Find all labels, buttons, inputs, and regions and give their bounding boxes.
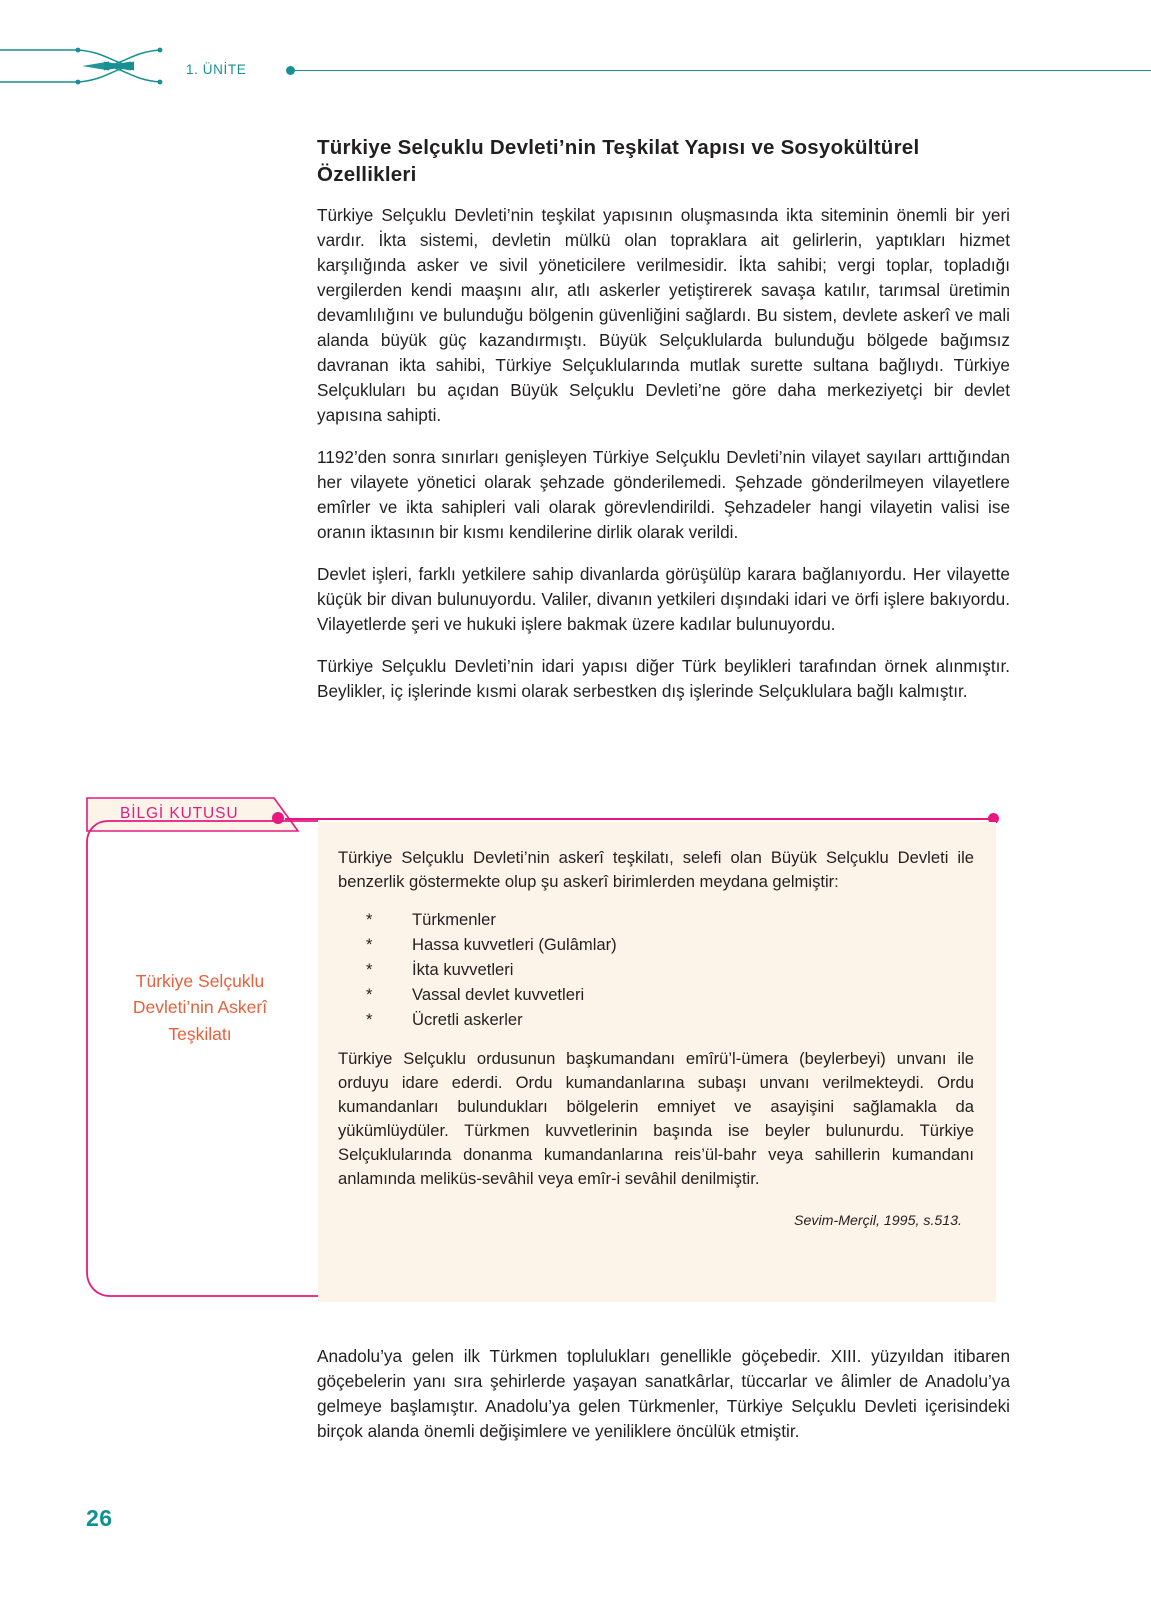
info-box-tab-dot-icon bbox=[272, 812, 284, 824]
bullet-marker-icon: * bbox=[366, 1009, 373, 1029]
page-header bbox=[0, 0, 1151, 110]
body-paragraph-3: Devlet işleri, farklı yetkilere sahip divanlarda görüşülüp karara bağlanıyordu. Her vilayette küçük bir divan bulunuyordu. Valiler, divanın yetkileri dışındaki idari ve örfi işlere bakıyordu. Vilayetlerde şeri ve hukuki işlere bakmak üzere kadılar bulunuyordu. bbox=[317, 563, 1010, 634]
body-paragraph-4: Türkiye Selçuklu Devleti’nin idari yapısı diğer Türk beylikleri tarafından örnek alınmıştır. Beylikler, iç işlerinde kısmi olarak serbestken dış işlerinde Selçuklulara bağlı kalmıştır. bbox=[317, 655, 1010, 701]
header-divider bbox=[294, 70, 1151, 71]
list-item bbox=[366, 983, 974, 1008]
list-item bbox=[366, 908, 974, 933]
bowtie-ribbon-icon bbox=[0, 36, 180, 101]
list-item-label: Hassa kuvvetleri (Gulâmlar) bbox=[412, 934, 617, 954]
main-content bbox=[317, 134, 1010, 704]
list-item bbox=[366, 958, 974, 983]
closing-paragraph: Anadolu’ya gelen ilk Türkmen toplulukları genellikle göçebedir. XIII. yüzyıldan itibaren göçebelerin yanı sıra şehirlerde yaşayan sanatkârlar, tüccarlar ve âlimler de Anadolu’ya gelmeye başlamıştır. Anadolu’ya gelen Türkmenler, Türkiye Selçuklu Devleti içerisindeki birçok alanda önemli değişimlere ve yeniliklere öncülük etmiştir. bbox=[317, 1346, 1010, 1442]
list-item-label: Türkmenler bbox=[412, 910, 496, 930]
bullet-marker-icon: * bbox=[366, 910, 373, 930]
body-paragraph-2: 1192’den sonra sınırları genişleyen Türkiye Selçuklu Devleti’nin vilayet sayıları arttığından her vilayete yönetici olarak şehzade gönderilemedi. Şehzade gönderilmeyen vilayetlere emîrler ve ikta sahipleri vali olarak görevlendirildi. Şehzadeler hangi vilayetin valisi ise oranın iktasının bir kısmı kendilerine dirlik olarak verildi. bbox=[317, 446, 1010, 542]
info-box-bracket bbox=[86, 820, 326, 1305]
list-item-label: Vassal devlet kuvvetleri bbox=[412, 984, 585, 1004]
info-box-bullet-list bbox=[338, 908, 974, 1032]
bullet-marker-icon: * bbox=[366, 984, 373, 1004]
closing-content bbox=[317, 1344, 1010, 1444]
info-box-body: Türkiye Selçuklu ordusunun başkumandanı emîrü’l-ümera (beylerbeyi) unvanı ile orduyu idare ederdi. Ordu kumandanlarına subaşı unvanı verilmekteydi. Ordu kumandanları bulundukları bölgelerin emniyet ve asayişini sağlamakla da yükümlüydüler. Türkmen kuvvetlerinin başında ise beyler bulunurdu. Türkiye Selçuklularında donanma kumandanlarına reis’ül-bahr veya sahillerin kumandanı anlamında meliküs-sevâhil veya emîr-i sevâhil denilmiştir. bbox=[338, 1048, 974, 1188]
bullet-marker-icon: * bbox=[366, 934, 373, 954]
page-number: 26 bbox=[86, 1505, 113, 1531]
body-paragraph-1: Türkiye Selçuklu Devleti’nin teşkilat yapısının oluşmasında ikta siteminin önemli bir yeri vardır. İkta sistemi, devletin mülkü olan topraklara ait gelirlerin, yaptıkları hizmet karşılığında asker ve sivil yöneticilere verilmesidir. İkta sahibi; vergi toplar, topladığı vergilerden kendi maaşını alır, atlı askerler yetiştirerek savaşa katılır, tarımsal üretimin devamlılığını ve bulunduğu bölgenin güvenliğini sağlardı. Bu sistem, devlete askerî ve mali alanda büyük güç kazandırmıştı. Büyük Selçuklularda bulunduğu bölgede bağımsız davranan ikta sahibi, Türkiye Selçuklularında mutlak surette sultana bağlıydı. Türkiye Selçukluları bu açıdan Büyük Selçuklu Devleti’ne göre daha merkeziyetçi bir devlet yapısına sahipti. bbox=[317, 204, 1010, 425]
list-item bbox=[366, 1008, 974, 1033]
info-box-panel bbox=[318, 822, 996, 1302]
bullet-marker-icon: * bbox=[366, 959, 373, 979]
list-item bbox=[366, 933, 974, 958]
info-box-side-label: Türkiye Selçuklu Devleti’nin Askerî Teşkilatı bbox=[132, 971, 268, 1044]
unit-label: 1. ÜNİTE bbox=[186, 62, 247, 77]
info-box-source-citation: Sevim-Merçil, 1995, s.513. bbox=[794, 1212, 962, 1229]
list-item-label: İkta kuvvetleri bbox=[412, 959, 514, 979]
info-box-top-divider bbox=[285, 818, 995, 820]
info-box-tab-label: BİLGİ KUTUSU bbox=[120, 805, 239, 822]
page-title: Türkiye Selçuklu Devleti’nin Teşkilat Yapısı ve Sosyokültürel Özellikleri bbox=[317, 136, 920, 187]
info-box-intro: Türkiye Selçuklu Devleti’nin askerî teşkilatı, selefi olan Büyük Selçuklu Devleti ile benzerlik göstermekte olup şu askerî birimlerden meydana gelmiştir: bbox=[338, 848, 974, 892]
list-item-label: Ücretli askerler bbox=[412, 1009, 523, 1029]
